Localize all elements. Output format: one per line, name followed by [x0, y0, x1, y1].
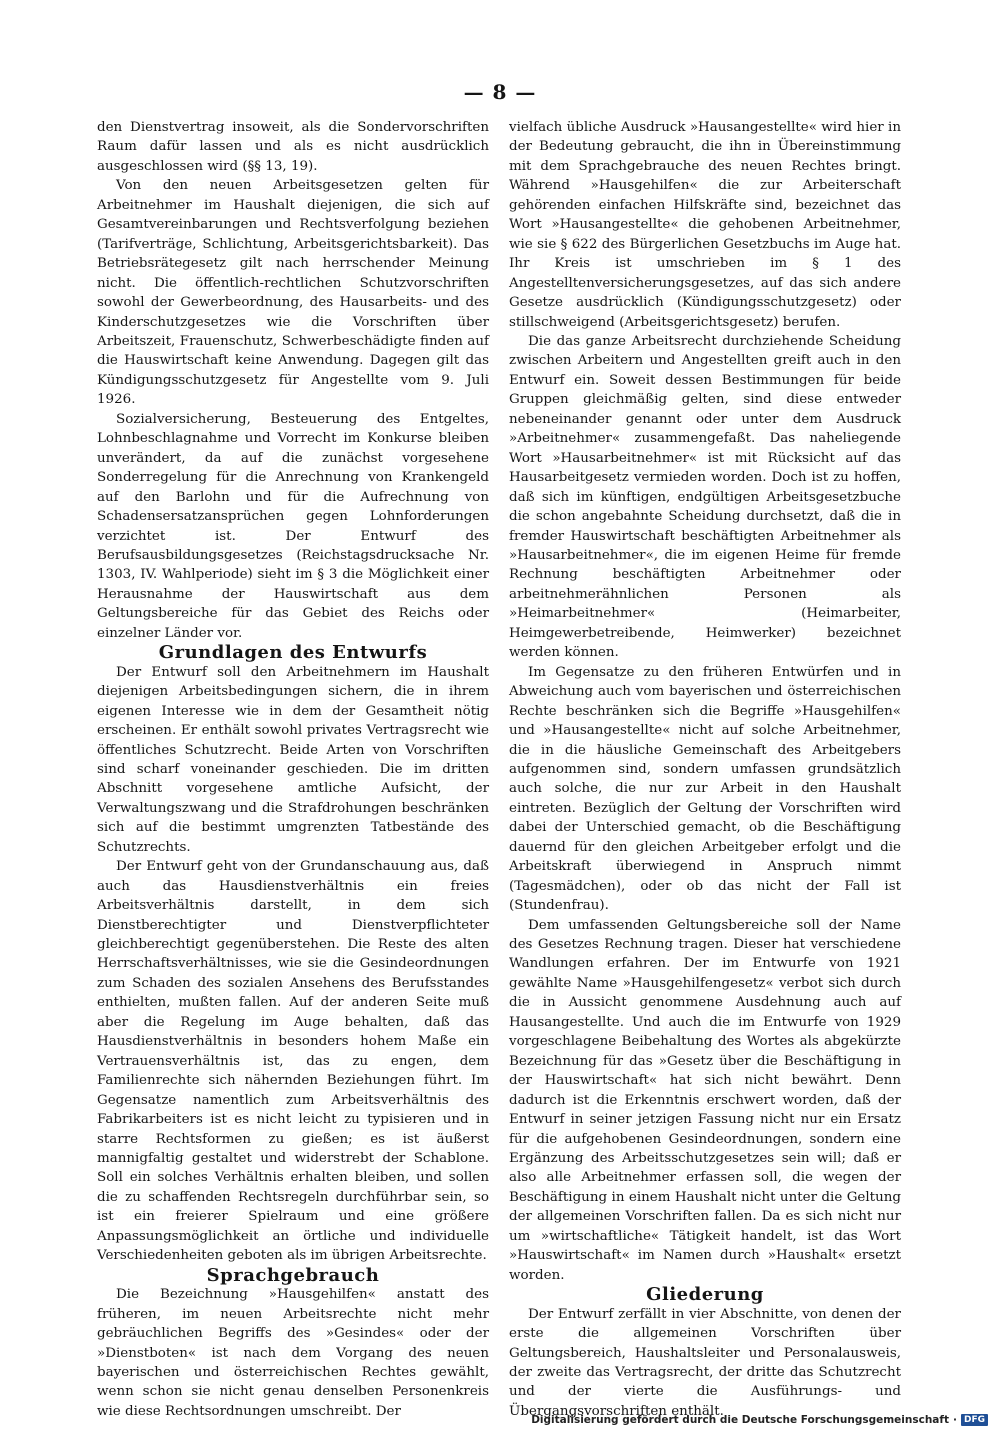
paragraph: Die Bezeichnung »Hausgehilfen« anstatt des früheren, im neuen Arbeitsrechte nicht mehr gebräuchlichen Begriffs des »Gesindes« oder der »Dienstboten« ist nach dem Vorgang des neuen bayerischen und österreichischen Rechtes gewählt, wenn schon sie nicht genau denselben Personenkreis wie diese Rechtsordnungen umschreibt. Der: [97, 1287, 489, 1419]
dfg-logo: DFG: [961, 1414, 988, 1426]
section-heading: Sprachgebrauch: [206, 1264, 380, 1286]
section-heading: Gliederung: [646, 1284, 764, 1306]
page-number: — 8 —: [463, 80, 537, 104]
paragraph: Der Entwurf zerfällt in vier Abschnitte, von denen der erste die allgemeinen Vorschriften über Geltungsbereich, Haushaltsleiter und Personalausweis, der zweite das Vertragsrecht, der dritte das Schutzrecht und der vierte die Ausführungs- und Übergangsvorschriften enthält.: [509, 1306, 901, 1419]
right-column: [509, 118, 901, 1421]
paragraph: Die das ganze Arbeitsrecht durchziehende Scheidung zwischen Arbeitern und Angestellten greift auch in den Entwurf ein. Soweit dessen Bestimmungen für beide Gruppen gleichmäßig gelten, sind diese entweder nebeneinander genannt oder unter dem Ausdruck »Arbeitnehmer« zusammengefaßt. Das naheliegende Wort »Hausarbeitnehmer« ist mit Rücksicht auf das Hausarbeitgesetz vermieden worden. Doch ist zu hoffen, daß sich im künftigen, endgültigen Arbeitsgesetzbuche die schon angebahnte Scheidung durchsetzt, daß die in fremder Hauswirtschaft beschäftigten Arbeitnehmer als »Hausarbeitnehmer«, die im eigenen Heime für fremde Rechnung beschäftigten Arbeitnehmer oder arbeitnehmerähnlichen Personen als »Heimarbeitnehmer« (Heimarbeiter, Heimgewerbetreibende, Heimwerker) bezeichnet werden können.: [509, 333, 901, 661]
paragraph: Sozialversicherung, Besteuerung des Entgeltes, Lohnbeschlagnahme und Vorrecht im Konkurse bleiben unverändert, da auf die zunächst vorgesehene Sonderregelung für die Anrechnung von Krankengeld auf den Barlohn und für die Aufrechnung von Schadensersatzansprüchen gegen Lohnforderungen verzichtet ist. Der Entwurf des Berufsausbildungsgesetzes (Reichstagsdrucksache Nr. 1303, IV. Wahlperiode) sieht im § 3 die Möglichkeit einer Herausnahme der Hauswirtschaft aus dem Geltungsbereiche für das Gebiet des Reichs oder einzelner Länder vor.: [97, 411, 489, 641]
paragraph: Im Gegensatze zu den früheren Entwürfen und in Abweichung auch vom bayerischen und österreichischen Rechte beschränken sich die Begriffe »Hausgehilfen« und »Hausangestellte« nicht auf solche Arbeitnehmer, die in die häusliche Gemeinschaft des Arbeitgebers aufgenommen sind, sondern umfassen grundsätzlich auch solche, die nur zur Arbeit in den Haushalt eintreten. Bezüglich der Geltung der Vorschriften wird dabei der Unterschied gemacht, ob die Beschäftigung dauernd für den gleichen Arbeitgeber erfolgt und die Arbeitskraft überwiegend in Anspruch nimmt (Tagesmädchen), oder ob das nicht der Fall ist (Stundenfrau).: [509, 664, 901, 914]
footer-credit: [531, 1414, 988, 1426]
paragraph: vielfach übliche Ausdruck »Hausangestellte« wird hier in der Bedeutung gebraucht, die ihn in Übereinstimmung mit dem Sprachgebrauche des neuen Rechtes bringt. Während »Hausgehilfen« die zur Arbeiterschaft gehörenden einfachen Hilfskräfte sind, bezeichnet das Wort »Hausangestellte« die gehobenen Arbeitnehmer, wie sie § 622 des Bürgerlichen Gesetzbuchs im Auge hat. Ihr Kreis ist umschrieben im § 1 des Angestelltenversicherungsgesetzes, auf das sich andere Gesetze ausdrücklich (Kündigungsschutzgesetz) oder stillschweigend (Arbeitsgerichtsgesetz) berufen.: [509, 120, 901, 330]
paragraph: Der Entwurf soll den Arbeitnehmern im Haushalt diejenigen Arbeitsbedingungen sichern, die in ihrem eigenen Interesse wie in dem der Gesamtheit nötig erscheinen. Er enthält sowohl privates Vertragsrecht wie öffentliches Schutzrecht. Beide Arten von Vorschriften sind scharf voneinander geschieden. Die im dritten Abschnitt vorgesehene amtliche Aufsicht, der Verwaltungszwang und die Strafdrohungen beschränken sich auf die bestimmt umgrenzten Tatbestände des Schutzrechts.: [97, 664, 489, 855]
paragraph: Von den neuen Arbeitsgesetzen gelten für Arbeitnehmer im Haushalt diejenigen, die sich auf Gesamtvereinbarungen und Rechtsverfolgung beziehen (Tarifverträge, Schlichtung, Arbeitsgerichtsbarkeit). Das Betriebsrätegesetz gilt nach herrschender Meinung nicht. Die öffentlich-rechtlichen Schutzvorschriften sowohl der Gewerbeordnung, des Hausarbeits- und des Kinderschutzgesetzes wie die Vorschriften über Arbeitszeit, Frauenschutz, Schwerbeschädigte finden auf die Hauswirtschaft keine Anwendung. Dagegen gilt das Kündigungsschutzgesetz für Angestellte vom 9. Juli 1926.: [97, 178, 489, 408]
section-heading: Grundlagen des Entwurfs: [158, 642, 428, 664]
paragraph: den Dienstvertrag insoweit, als die Sondervorschriften Raum dafür lassen und als es nicht ausdrücklich ausgeschlossen wird (§§ 13, 19).: [97, 120, 489, 174]
paragraph: Dem umfassenden Geltungsbereiche soll der Name des Gesetzes Rechnung tragen. Dieser hat verschiedene Wandlungen erfahren. Der im Entwurfe von 1921 gewählte Name »Hausgehilfengesetz« verbot sich durch die in Aussicht genommene Ausdehnung auch auf Hausangestellte. Und auch die im Entwurfe von 1929 vorgeschlagene Beibehaltung des Wortes als abgekürzte Bezeichnung für das »Gesetz über die Beschäftigung in der Hauswirtschaft« hat sich nicht bewährt. Denn dadurch ist die Erkenntnis erschwert worden, daß der Entwurf in seiner jetzigen Fassung nicht nur ein Ersatz für die aufgehobenen Gesindeordnungen, sondern eine Ergänzung des Arbeitsschutzgesetzes sein will; daß er also alle Arbeitnehmer erfassen soll, die wegen der Beschäftigung in einem Haushalt nicht unter die Geltung der allgemeinen Vorschriften fallen. Da es sich nicht nur um »wirtschaftliche« Tätigkeit handelt, ist das Wort »Hauswirtschaft« im Namen durch »Haushalt« ersetzt worden.: [509, 917, 901, 1283]
footer-separator: ·: [952, 1414, 957, 1426]
paragraph: Der Entwurf geht von der Grundanschauung aus, daß auch das Hausdienstverhältnis ein freies Arbeitsverhältnis darstellt, in dem sich Dienstberechtigter und Dienstverpflichteter gleichberechtigt gegenüberstehen. Die Reste des alten Herrschaftsverhältnisses, wie sie die Gesindeordnungen zum Schaden des sozialen Ansehens des Berufsstandes enthielten, mußten fallen. Auf der anderen Seite muß aber die Regelung im Auge behalten, daß das Hausdienstverhältnis in besonders hohem Maße ein Vertrauensverhältnis ist, das zu engen, dem Familienrechte sich nähernden Beziehungen führt. Im Gegensatze namentlich zum Arbeitsverhältnis des Fabrikarbeiters ist es nicht leicht zu typisieren und in starre Rechtsformen zu gießen; es ist äußerst mannigfaltig gestaltet und widerstrebt der Schablone. Soll ein solches Verhältnis erhalten bleiben, und sollen die zu schaffenden Rechtsregeln durchführbar sein, so ist ein freierer Spielraum und eine größere Anpassungsmöglichkeit an örtliche und individuelle Verschiedenheiten geboten als im übrigen Arbeitsrechte.: [97, 859, 489, 1264]
footer-text: Digitalisierung gefördert durch die Deutsche Forschungsgemeinschaft: [531, 1414, 949, 1426]
left-column: [97, 118, 489, 1421]
